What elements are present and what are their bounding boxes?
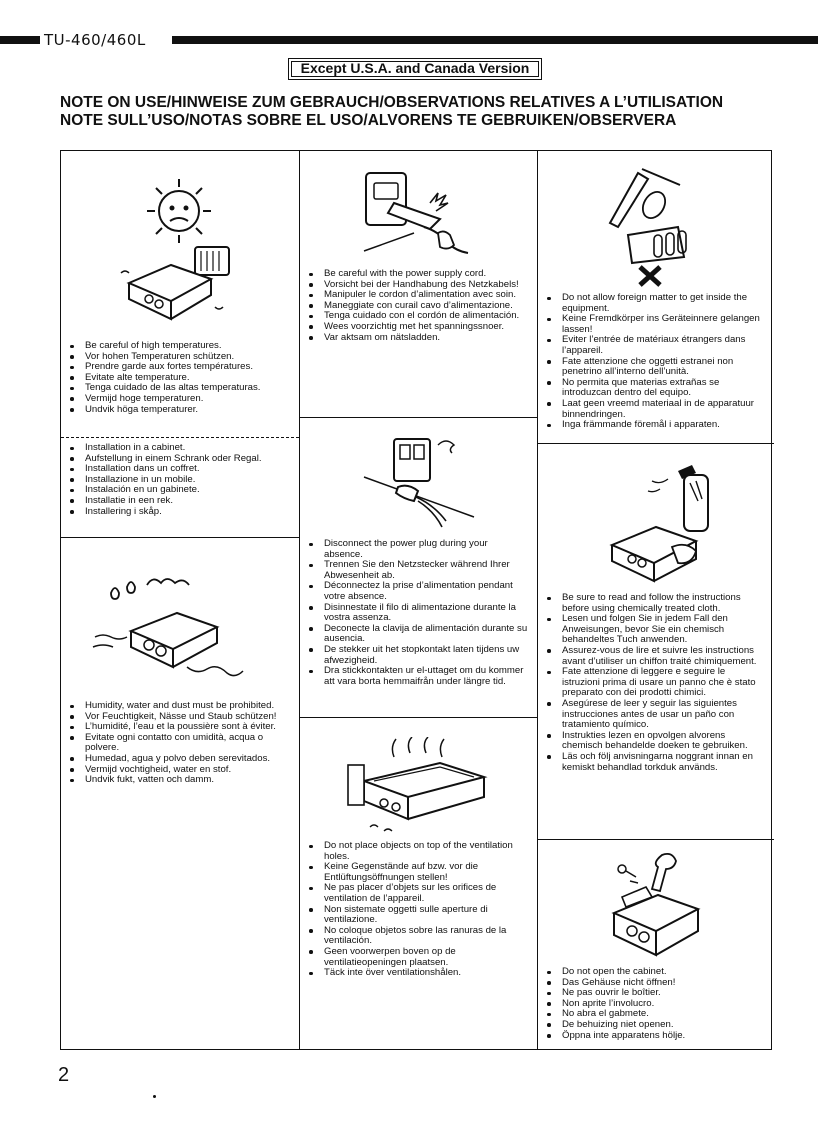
humidity-illustration [91,571,251,681]
note-unplug-en: Disconnect the power plug during your absence. [324,539,528,560]
model-name: TU-460/460L [44,31,146,49]
unplug-illustration [354,431,484,531]
note-chemical-es: Asegúrese de leer y seguir las siguientes instrucciones antes de usar un paño con tratamiento químico. [562,699,764,731]
note-foreign-en: Do not allow foreign matter to get inside the equipment. [562,293,764,314]
divider-dashed [61,437,299,438]
note-humidity-es: Humedad, agua y polvo deben serevitados. [85,754,289,765]
divider-2 [300,417,538,418]
version-box: Except U.S.A. and Canada Version [288,58,542,80]
stray-dot [153,1095,156,1098]
divider-5 [538,839,774,840]
note-cord-es: Tenga cuidado con el cordón de alimentación. [324,311,528,322]
note-open-de: Das Gehäuse nicht öffnen! [562,978,764,989]
note-open-en: Do not open the cabinet. [562,967,764,978]
header-rule-left [0,36,40,44]
note-chemical-de: Lesen und folgen Sie in jedem Fall den Anweisungen, bevor Sie ein chemisch behandeltes Tuch anwenden. [562,614,764,646]
note-open-sv: Öppna inte apparatens hölje. [562,1031,764,1042]
humidity-notes [61,701,289,786]
page-heading [60,94,800,130]
note-cabinet-sv: Installering i skåp. [85,507,289,518]
note-chemical-nl: Instrukties lezen en opvolgen alvorens chemisch behandelde doeken te gebruiken. [562,731,764,752]
vent-notes [300,841,528,979]
note-foreign-nl: Laat geen vreemd materiaal in de apparatuur binnendringen. [562,399,764,420]
note-chemical-en: Be sure to read and follow the instructions before using chemically treated cloth. [562,593,764,614]
note-cabinet-es: Instalación en un gabinete. [85,485,289,496]
note-foreign-sv: Inga främmande föremål i apparaten. [562,420,764,431]
note-foreign-fr: Eviter l’entrée de matériaux étrangers dans l’appareil. [562,335,764,356]
note-unplug-it: Disinnestate il filo di alimentazione durante la vostra assenza. [324,603,528,624]
note-cabinet-nl: Installatie in een rek. [85,496,289,507]
note-open-it: Non aprite l’involucro. [562,999,764,1010]
divider-1 [61,537,299,538]
note-humidity-fr: L’humidité, l’eau et la poussière sont à éviter. [85,722,289,733]
notes-grid [60,150,772,1050]
divider-3 [300,717,538,718]
chemical-cloth-illustration [592,451,722,585]
note-vent-es: No coloque objetos sobre las ranuras de la ventilación. [324,926,528,947]
divider-4 [538,443,774,444]
note-foreign-es: No permita que materias extrañas se introduzcan dentro del equipo. [562,378,764,399]
cabinet-notes [61,443,289,517]
heat-notes [61,341,289,415]
note-heat-fr: Prendre garde aux fortes températures. [85,362,289,373]
column-2 [299,151,538,1049]
note-open-fr: Ne pas ouvrir le boîtier. [562,988,764,999]
note-vent-nl: Geen voorwerpen boven op de ventilatieopeningen plaatsen. [324,947,528,968]
note-humidity-sv: Undvik fukt, vatten och damm. [85,775,289,786]
header-bar [0,32,818,48]
note-unplug-fr: Déconnectez la prise d’alimentation pendant votre absence. [324,581,528,602]
note-unplug-de: Trennen Sie den Netzstecker während Ihrer Abwesenheit ab. [324,560,528,581]
note-chemical-fr: Assurez-vous de lire et suivre les instructions avant d’utiliser un chiffon traité chimiquement. [562,646,764,667]
unplug-notes [300,539,528,687]
note-foreign-it: Fate attenzione che oggetti estranei non penetrino all’interno dell’unità. [562,357,764,378]
column-1 [61,151,299,1049]
note-cord-sv: Var aktsam om nätsladden. [324,333,528,344]
column-3 [537,151,774,1049]
note-foreign-de: Keine Fremdkörper ins Geräteinnere gelangen lassen! [562,314,764,335]
header-rule-right [172,36,818,44]
note-cord-en: Be careful with the power supply cord. [324,269,528,280]
note-open-nl: De behuizing niet openen. [562,1020,764,1031]
note-cord-fr: Manipuler le cordon d’alimentation avec soin. [324,290,528,301]
note-heat-it: Evitate alte temperature. [85,373,289,384]
note-vent-de: Keine Gegenstände auf bzw. vor die Entlüftungsöffnungen stellen! [324,862,528,883]
note-unplug-nl: De stekker uit het stopkontakt laten tijdens uw afwezigheid. [324,645,528,666]
foreign-notes [538,293,764,431]
note-chemical-sv: Läs och följ anvisningarna noggrant innan en kemiskt behandlad torkduk används. [562,752,764,773]
note-vent-sv: Täck inte över ventilationshålen. [324,968,528,979]
foreign-matter-illustration [588,163,718,287]
note-vent-it: Non sistemate oggetti sulle aperture di ventilazione. [324,905,528,926]
note-cabinet-fr: Installation dans un coffret. [85,464,289,475]
note-cord-nl: Wees voorzichtig met het spanningssnoer. [324,322,528,333]
chemical-notes [538,593,764,773]
note-heat-en: Be careful of high temperatures. [85,341,289,352]
note-heat-nl: Vermijd hoge temperaturen. [85,394,289,405]
heading-line-1: NOTE ON USE/HINWEISE ZUM GEBRAUCH/OBSERVATIONS RELATIVES A L’UTILISATION [60,94,724,111]
note-vent-en: Do not place objects on top of the ventilation holes. [324,841,528,862]
note-humidity-nl: Vermijd vochtigheid, water en stof. [85,765,289,776]
open-notes [538,967,764,1041]
note-unplug-sv: Dra stickkontakten ur el-uttaget om du kommer att vara borta hemmaifrån under längre tid. [324,666,528,687]
page-number: 2 [58,1064,70,1086]
heat-illustration [111,173,241,333]
note-cord-it: Maneggiate con curail cavo d’alimentazione. [324,301,528,312]
note-vent-fr: Ne pas placer d’objets sur les orifices de ventilation de l’appareil. [324,883,528,904]
cord-notes [300,269,528,343]
heading-line-2: NOTE SULL’USO/NOTAS SOBRE EL USO/ALVORENS TE GEBRUIKEN/OBSERVERA [60,112,677,129]
note-humidity-en: Humidity, water and dust must be prohibited. [85,701,289,712]
note-unplug-es: Deconecte la clavija de alimentación durante su ausencia. [324,622,528,645]
note-cabinet-it: Installazione in un mobile. [85,475,289,486]
ventilation-illustration [344,737,494,835]
note-open-es: No abra el gabmete. [562,1009,764,1020]
note-heat-sv: Undvik höga temperaturer. [85,405,289,416]
note-heat-es: Tenga cuidado de las altas temperaturas. [85,383,289,394]
note-cord-de: Vorsicht bei der Handhabung des Netzkabels! [324,280,528,291]
open-cabinet-illustration [592,851,722,961]
note-cabinet-en: Installation in a cabinet. [85,443,289,454]
note-humidity-it: Evitate ogni contatto con umidità, acqua o polvere. [85,733,289,754]
note-heat-de: Vor hohen Temperaturen schützen. [85,352,289,363]
note-humidity-de: Vor Feuchtigkeit, Nässe und Staub schützen! [85,712,289,723]
power-cord-illustration [354,163,484,259]
note-cabinet-de: Aufstellung in einem Schrank oder Regal. [85,454,289,465]
note-chemical-it: Fate attenzione di leggere e seguire le istruzioni prima di usare un panno che è stato preparato con dei prodotti chimici. [562,667,764,699]
